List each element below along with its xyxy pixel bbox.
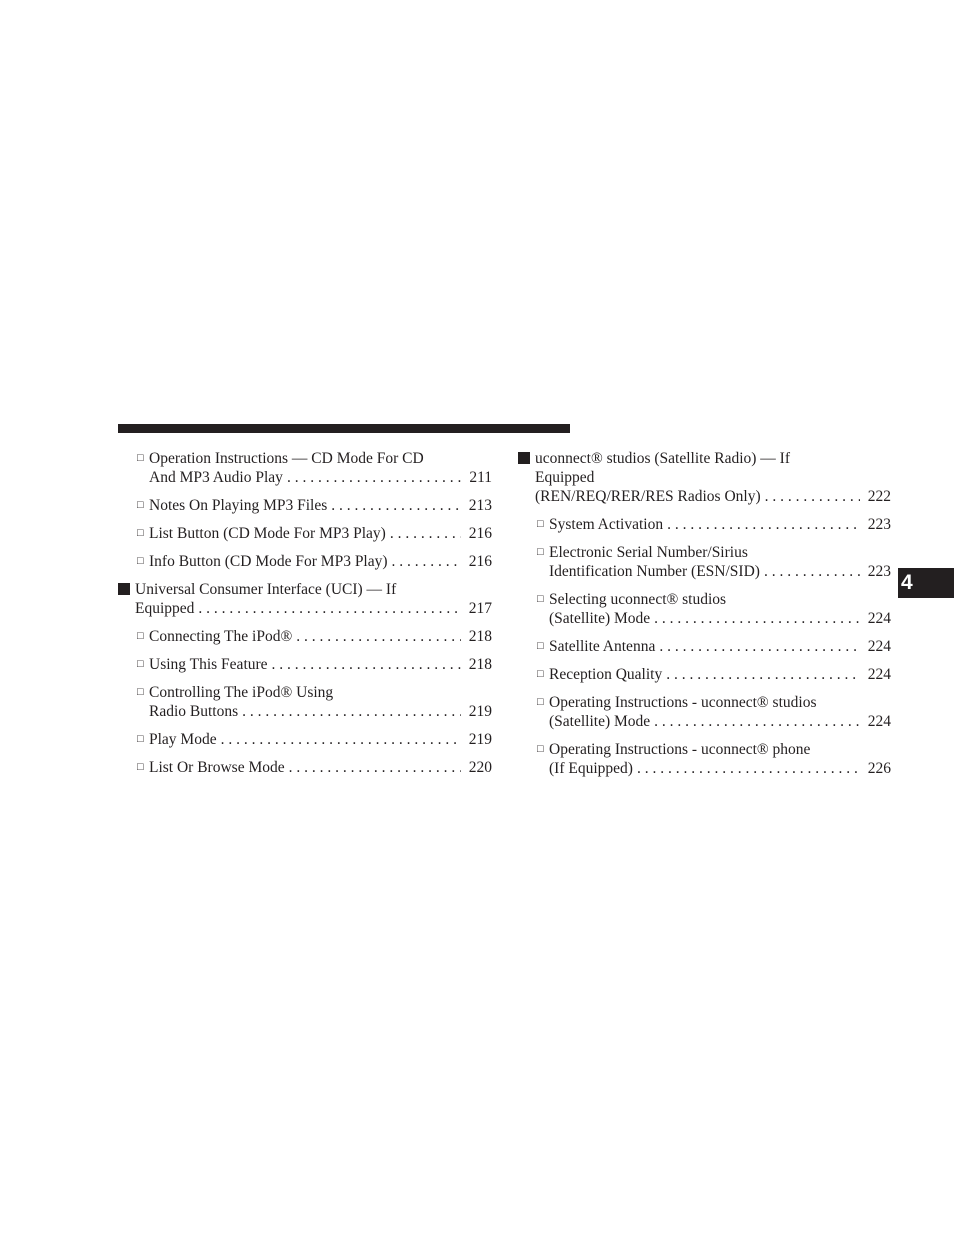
dot-leader [268, 655, 461, 674]
entry-title-line: Equipped [135, 600, 195, 617]
dot-leader [283, 468, 461, 487]
page-number: 222 [867, 488, 891, 505]
entry-title-line: (Satellite) Mode [549, 713, 651, 730]
page-number: 219 [468, 731, 492, 748]
page-number: 216 [468, 553, 492, 570]
page-number: 220 [468, 759, 492, 776]
dot-leader [217, 730, 461, 749]
toc-subsection-entry[interactable] [118, 627, 492, 646]
dot-leader [655, 637, 859, 656]
toc-subsection-entry[interactable] [118, 524, 492, 543]
entry-title-line: Using This Feature [149, 656, 268, 673]
hollow-square-bullet-icon: □ [537, 668, 544, 680]
dot-leader [650, 609, 860, 628]
page-number: 224 [867, 610, 891, 627]
toc-subsection-entry[interactable] [518, 515, 891, 534]
dot-leader [663, 515, 860, 534]
entry-title-line: List Button (CD Mode For MP3 Play) [149, 525, 386, 542]
page-number: 223 [867, 516, 891, 533]
entry-title-line: Electronic Serial Number/Sirius [549, 544, 748, 561]
filled-square-bullet-icon [118, 583, 130, 595]
hollow-square-bullet-icon: □ [137, 555, 144, 567]
entry-title-line: Connecting The iPod® [149, 628, 293, 645]
toc-column-left [118, 449, 492, 786]
dot-leader [633, 759, 860, 778]
entry-title-line: Radio Buttons [149, 703, 239, 720]
dot-leader [285, 758, 461, 777]
hollow-square-bullet-icon: □ [537, 593, 544, 605]
page-number: 218 [468, 628, 492, 645]
toc-section-entry[interactable] [518, 449, 891, 506]
page-number: 216 [468, 525, 492, 542]
entry-title-line: System Activation [549, 516, 664, 533]
toc-column-right [518, 449, 891, 787]
toc-subsection-entry[interactable] [518, 590, 891, 628]
page-number: 224 [867, 666, 891, 683]
entry-title-line: Universal Consumer Interface (UCI) — If [135, 581, 397, 598]
entry-title-line: Identification Number (ESN/SID) [549, 563, 760, 580]
toc-subsection-entry[interactable] [518, 693, 891, 731]
entry-title-line: Reception Quality [549, 666, 663, 683]
hollow-square-bullet-icon: □ [537, 640, 544, 652]
entry-title-line: List Or Browse Mode [149, 759, 285, 776]
header-rule [118, 424, 570, 433]
hollow-square-bullet-icon: □ [137, 630, 144, 642]
toc-subsection-entry[interactable] [518, 740, 891, 778]
entry-title-line: uconnect® studios (Satellite Radio) — If [535, 450, 790, 467]
entry-title-line: Play Mode [149, 731, 217, 748]
page-number: 224 [867, 638, 891, 655]
hollow-square-bullet-icon: □ [137, 527, 144, 539]
page-number: 224 [867, 713, 891, 730]
page-number: 213 [468, 497, 492, 514]
page-number: 223 [867, 563, 891, 580]
page-number: 211 [469, 469, 492, 486]
toc-subsection-entry[interactable] [118, 758, 492, 777]
entry-title-line: Info Button (CD Mode For MP3 Play) [149, 553, 388, 570]
dot-leader [327, 496, 460, 515]
dot-leader [238, 702, 461, 721]
page-number: 219 [468, 703, 492, 720]
chapter-tab: 4 [898, 568, 954, 598]
hollow-square-bullet-icon: □ [537, 696, 544, 708]
toc-subsection-entry[interactable] [118, 552, 492, 571]
entry-title-line: And MP3 Audio Play [149, 469, 283, 486]
dot-leader [761, 487, 860, 506]
toc-subsection-entry[interactable] [118, 449, 492, 487]
dot-leader [386, 524, 461, 543]
entry-title-line: Operation Instructions — CD Mode For CD [149, 450, 424, 467]
entry-title-line: (REN/REQ/RER/RES Radios Only) [535, 488, 761, 505]
entry-title-line: Satellite Antenna [549, 638, 656, 655]
dot-leader [662, 665, 860, 684]
entry-title-line: Notes On Playing MP3 Files [149, 497, 328, 514]
filled-square-bullet-icon [518, 452, 530, 464]
dot-leader [650, 712, 860, 731]
hollow-square-bullet-icon: □ [137, 733, 144, 745]
page-number: 217 [468, 600, 492, 617]
entry-title-line: (If Equipped) [549, 760, 633, 777]
toc-subsection-entry[interactable] [118, 655, 492, 674]
hollow-square-bullet-icon: □ [137, 658, 144, 670]
entry-title-line: Controlling The iPod® Using [149, 684, 334, 701]
hollow-square-bullet-icon: □ [537, 518, 544, 530]
hollow-square-bullet-icon: □ [537, 546, 544, 558]
toc-subsection-entry[interactable] [518, 637, 891, 656]
entry-title-line: Operating Instructions - uconnect® phone [549, 741, 811, 758]
hollow-square-bullet-icon: □ [137, 499, 144, 511]
toc-subsection-entry[interactable] [518, 665, 891, 684]
hollow-square-bullet-icon: □ [137, 686, 144, 698]
hollow-square-bullet-icon: □ [537, 743, 544, 755]
page-number: 226 [867, 760, 891, 777]
toc-subsection-entry[interactable] [118, 730, 492, 749]
dot-leader [292, 627, 461, 646]
toc-subsection-entry[interactable] [518, 543, 891, 581]
dot-leader [760, 562, 860, 581]
page-number: 218 [468, 656, 492, 673]
entry-title-line: (Satellite) Mode [549, 610, 651, 627]
entry-title-line: Selecting uconnect® studios [549, 591, 727, 608]
toc-subsection-entry[interactable] [118, 683, 492, 721]
toc-section-entry[interactable] [118, 580, 492, 618]
toc-subsection-entry[interactable] [118, 496, 492, 515]
dot-leader [194, 599, 460, 618]
hollow-square-bullet-icon: □ [137, 452, 144, 464]
hollow-square-bullet-icon: □ [137, 761, 144, 773]
entry-title-line: Equipped [535, 469, 595, 486]
dot-leader [388, 552, 461, 571]
entry-title-line: Operating Instructions - uconnect® studios [549, 694, 817, 711]
